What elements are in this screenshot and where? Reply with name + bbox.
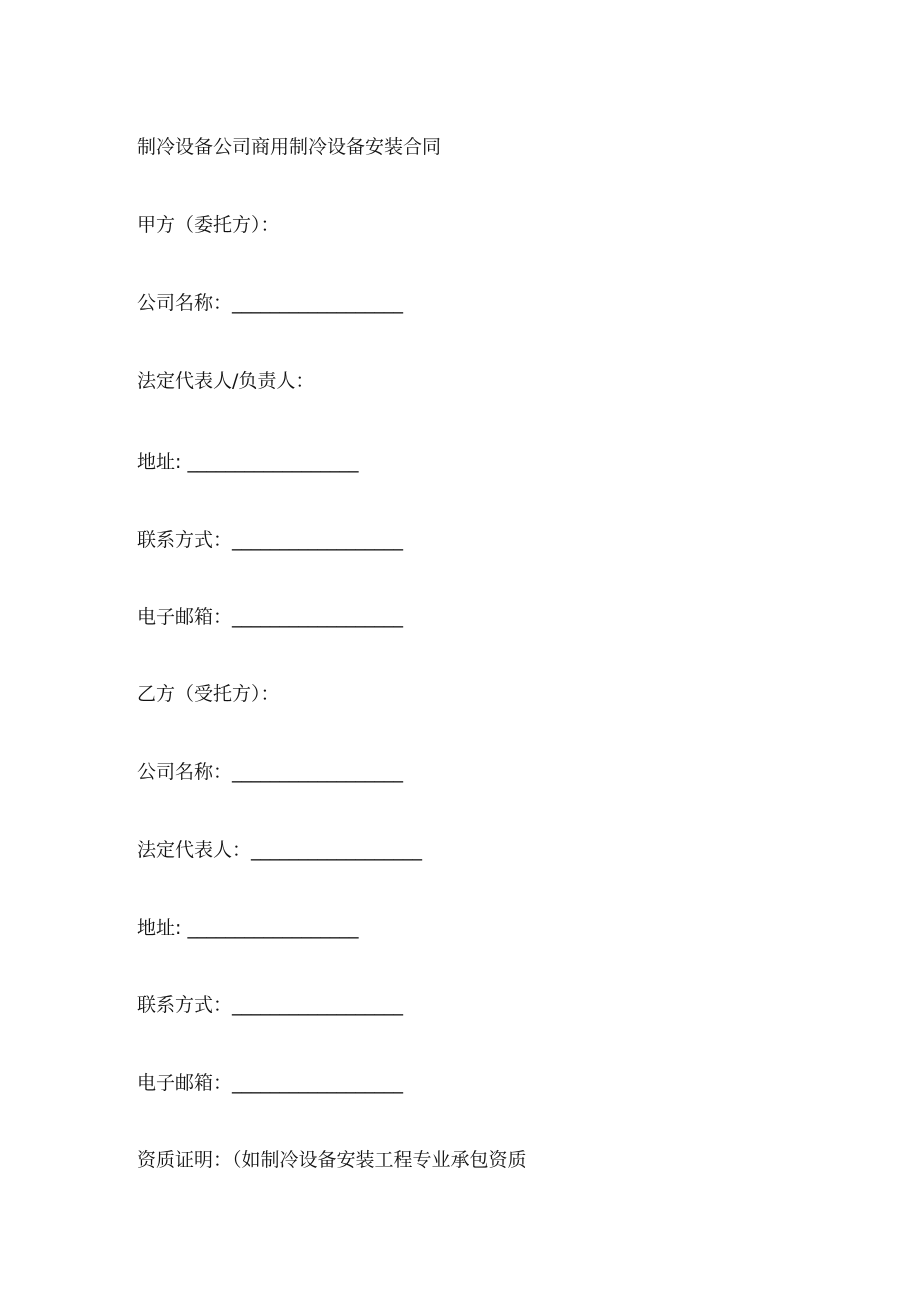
party-a-company-name: 公司名称：__________________ bbox=[137, 292, 404, 314]
party-b-email: 电子邮箱：__________________ bbox=[137, 1072, 404, 1094]
party-b-heading: 乙方（受托方）： bbox=[137, 683, 280, 705]
party-a-email: 电子邮箱：__________________ bbox=[137, 606, 404, 628]
party-a-legal-rep: 法定代表人/负责人： bbox=[137, 370, 315, 392]
party-a-address: 地址: __________________ bbox=[137, 451, 359, 473]
party-b-contact: 联系方式：__________________ bbox=[137, 994, 404, 1016]
party-a-heading: 甲方（委托方）： bbox=[137, 214, 280, 236]
party-a-contact: 联系方式：__________________ bbox=[137, 529, 404, 551]
party-b-qualification: 资质证明：（如制冷设备安装工程专业承包资质 bbox=[137, 1149, 527, 1171]
party-b-address: 地址: __________________ bbox=[137, 917, 359, 939]
contract-title: 制冷设备公司商用制冷设备安装合同 bbox=[137, 136, 442, 158]
party-b-company-name: 公司名称：__________________ bbox=[137, 761, 404, 783]
party-b-legal-rep: 法定代表人：__________________ bbox=[137, 839, 423, 861]
